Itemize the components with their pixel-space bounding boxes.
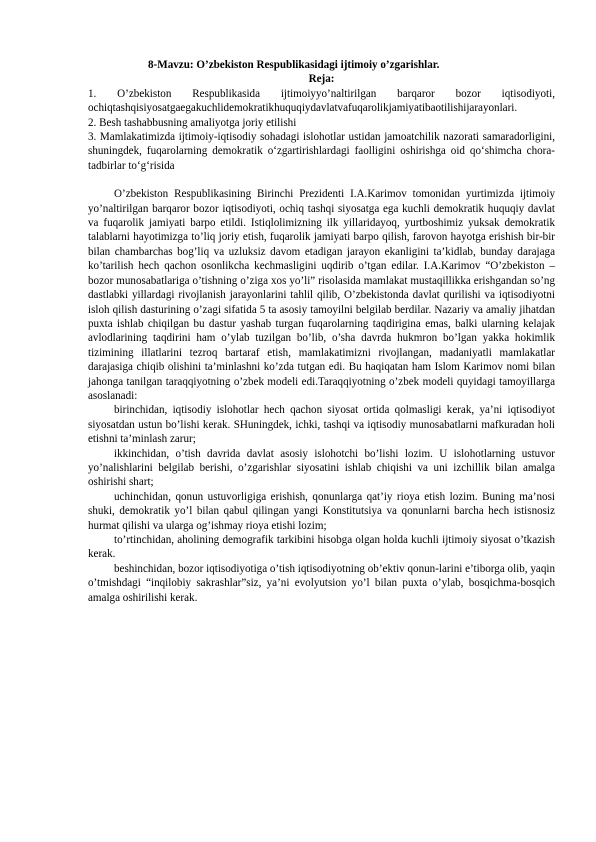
body-paragraph: uchinchidan, qonun ustuvorligiga erishish, qonunlarga qat’iy rioya etish lozim. Buning ma’nosi shuki, demokratik yo’l bilan qabul qilingan yangi Konstitutsiya va qonunlarni barcha hech istisnosiz hurmat qilishi va ularga og’ishmay rioya etishi lozim; <box>88 490 555 532</box>
plan-heading: Reja: <box>308 73 335 86</box>
body-paragraph: birinchidan, iqtisodiy islohotlar hech qachon siyosat ortida qolmasligi kerak, ya’ni iqtisodiyot siyosatdan ustun bo’lishi kerak. SHuningdek, ichki, tashqi va iqtisodiy munosabatlarni mafkuradan holi etishni ta’minlash zarur; <box>88 404 555 446</box>
body-paragraph: O’zbekiston Respublikasining Birinchi Prezidenti I.A.Karimov tomonidan yurtimizda ijtimoiy yo’naltirilgan barqaror bozor iqtisodiyoti, ochiq tashqi siyosatga ega kuchli demokratik huquqiy davlat va fuqarolik jamiyati barpo etildi. Istiqlolimizning ilk yillaridayoq, yurtboshimiz yuksak demokratik talablarni hayotimizga to’liq joriy etish, fuqarolik jamiyati barpo qilish, farovon hayotga erishish bir-bir bilan chambarchas bog’liq va uzluksiz davom etadigan jarayon ekanligini ta’kidlab, bunday darajaga ko’tarilish hech qachon osonlikcha kechmasligini uqdirib o’tgan edilar. I.A.Karimov “O’zbekiston – bozor munosabatlariga o’tishning o’ziga xos yo’li” risolasida mamlakat mustaqillikka erishgandan so’ng dastlabki yillardagi rivojlanish jarayonlarini tahlil qilib, O’zbekistonda davlat qurilishi va iqtisodiyotni isloh qilish dasturining o’zagi sifatida 5 ta asosiy tamoyilni belgilab berdilar. Nazariy va amaliy jihatdan puxta ishlab chiqilgan bu dastur yashab turgan fuqarolarning taqdirigina emas, balki ularning kelajak avlodlarining taqdirini ham o’ylab tuzilgan bo’lib, o’sha davrda hukmron bo’lgan yakka hokimlik tizimining illatlarini tezroq bartaraf etish, mamlakatimizni rivojlangan, madaniyatli mamlakatlar darajasiga chiqib olishini ta’minlashni ko’zda tutgan edi. Bu haqiqatan ham Islom Karimov nomi bilan jahonga tanilgan taraqqiyotning o’zbek modeli edi.Taraqqiyotning o’zbek modeli quyidagi tamoyillarga asoslanadi: <box>88 188 555 402</box>
plan-item: 3. Mamlakatimizda ijtimoiy-iqtisodiy sohadagi islohotlar ustidan jamoatchilik nazorati samaradorligini, shuningdek, fuqarolarning demokratik o‘zgartirishlardagi faolligini oshirishga oid qo‘shimcha chora-tadbirlar to‘g‘risida <box>88 131 555 172</box>
plan-list <box>88 87 555 173</box>
document-body <box>88 187 555 605</box>
body-paragraph: to’rtinchidan, aholining demografik tarkibini hisobga olgan holda kuchli ijtimoiy siyosat o’tkazish kerak. <box>88 534 555 561</box>
plan-item: 2. Besh tashabbusning amaliyotga joriy etilishi <box>88 116 297 129</box>
body-paragraph: beshinchidan, bozor iqtisodiyotiga o’tish iqtisodiyotning ob’ektiv qonun-larini e’tiborga olib, yaqin o’tmishdagi “inqilobiy sakrashlar”siz, ya’ni evolyutsion yo’l bilan puxta o’ylab, bosqichma-bosqich amalga oshirilishi kerak. <box>88 562 555 604</box>
document-title: 8-Mavzu: O’zbekiston Respublikasidagi ijtimoiy o’zgarishlar. <box>148 59 440 71</box>
body-paragraph: ikkinchidan, o’tish davrida davlat asosiy islohotchi bo’lishi lozim. U islohotlarning ustuvor yo’nalishlarini belgilab berishi, o’zgarishlar siyosatini ishlab chiqishi va uni izchillik bilan amalga oshirishi shart; <box>88 447 555 489</box>
plan-item: 1. O’zbekiston Respublikasida ijtimoiyyo’naltirilgan barqaror bozor iqtisodiyoti, ochiqtashqisiyosatgaegakuchlidemokratikhuquqiydavlatvafuqarolikjamiyatibaotilishijarayonlari. <box>88 87 555 115</box>
